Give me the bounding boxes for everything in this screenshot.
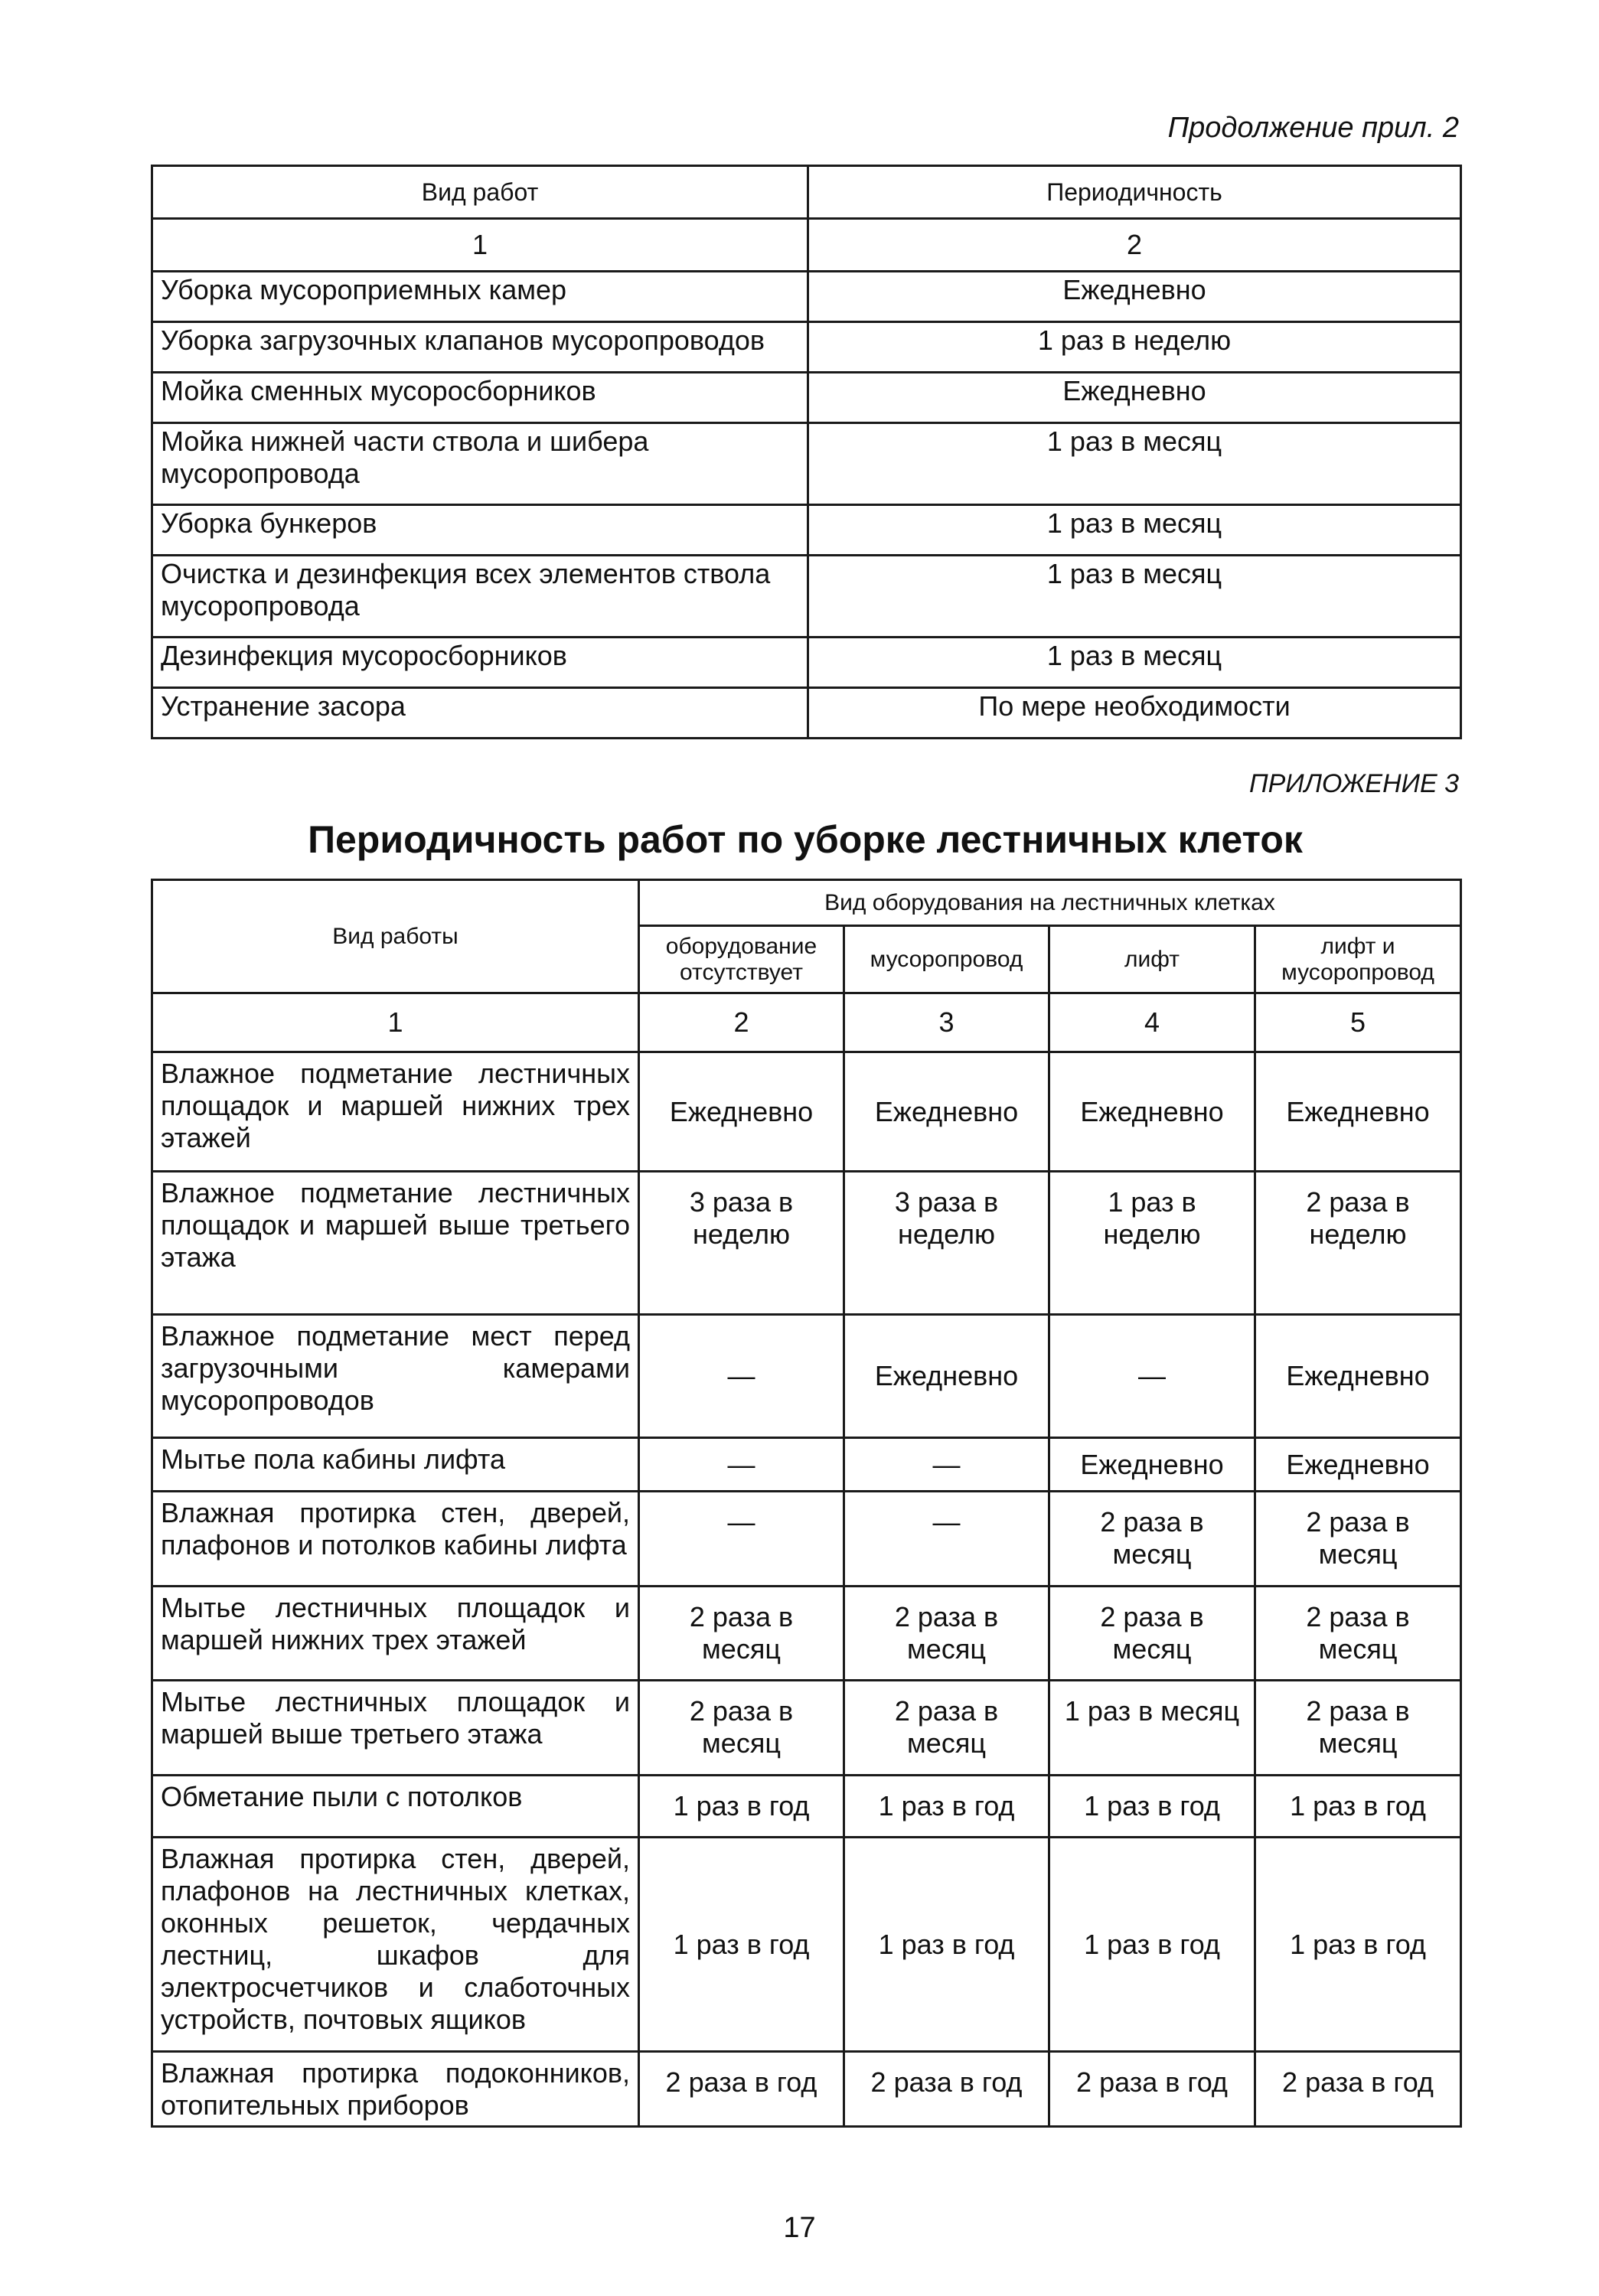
value-cell: Ежедневно xyxy=(844,1052,1049,1172)
table-row xyxy=(152,322,1461,373)
work-cell: Влажное подметание мест перед загрузочными камерами мусоропроводов xyxy=(152,1315,639,1438)
work-cell: Мойка сменных мусоросборников xyxy=(152,373,808,423)
value-cell: 2 раза в год xyxy=(1049,2052,1255,2127)
work-cell: Влажная протирка стен, дверей, плафонов и потолков кабины лифта xyxy=(152,1492,639,1587)
value-cell: 2 раза в месяц xyxy=(844,1681,1049,1776)
work-cell: Уборка бункеров xyxy=(152,505,808,556)
value-cell: — xyxy=(639,1492,844,1587)
period-cell: 1 раз в месяц xyxy=(808,423,1461,505)
value-cell: 1 раз в год xyxy=(1255,1838,1461,2052)
work-type-header: Вид работы xyxy=(152,880,639,993)
value-cell: 1 раз в год xyxy=(844,1838,1049,2052)
table-row xyxy=(152,505,1461,556)
column-number: 3 xyxy=(844,993,1049,1052)
value-cell: — xyxy=(639,1438,844,1492)
value-cell: Ежедневно xyxy=(1255,1052,1461,1172)
value-cell: Ежедневно xyxy=(844,1315,1049,1438)
value-cell: 2 раза в месяц xyxy=(639,1587,844,1681)
work-cell: Мытье лестничных площадок и маршей выше третьего этажа xyxy=(152,1681,639,1776)
value-cell: 1 раз в год xyxy=(639,1838,844,2052)
period-cell: 1 раз в месяц xyxy=(808,556,1461,638)
value-cell: 2 раза в год xyxy=(1255,2052,1461,2127)
work-cell: Мытье пола кабины лифта xyxy=(152,1438,639,1492)
value-cell: 2 раза в месяц xyxy=(1049,1587,1255,1681)
column-number: 2 xyxy=(639,993,844,1052)
equipment-header-chute: мусоропровод xyxy=(844,926,1049,993)
continuation-note: Продолжение прил. 2 xyxy=(1167,112,1459,144)
value-cell: 2 раза в год xyxy=(639,2052,844,2127)
periodicity-header: Периодичность xyxy=(808,166,1461,219)
staircase-cleaning-table xyxy=(151,879,1462,2128)
column-number: 1 xyxy=(152,993,639,1052)
table-row xyxy=(152,1492,1461,1587)
value-cell: Ежедневно xyxy=(1049,1052,1255,1172)
page-title: Периодичность работ по уборке лестничных клеток xyxy=(308,818,1303,861)
column-number: 5 xyxy=(1255,993,1461,1052)
column-number: 1 xyxy=(152,219,808,272)
value-cell: 1 раз в год xyxy=(639,1776,844,1838)
value-cell: 2 раза в месяц xyxy=(844,1587,1049,1681)
table-row xyxy=(152,1438,1461,1492)
value-cell: 3 раза в неделю xyxy=(844,1172,1049,1315)
value-cell: 2 раза в месяц xyxy=(1255,1492,1461,1587)
work-cell: Уборка мусороприемных камер xyxy=(152,272,808,322)
work-cell: Уборка загрузочных клапанов мусоропроводов xyxy=(152,322,808,373)
table-row xyxy=(152,1838,1461,2052)
work-cell: Влажная протирка подоконников, отопительных приборов xyxy=(152,2052,639,2127)
value-cell: 2 раза в месяц xyxy=(1049,1492,1255,1587)
work-cell: Влажное подметание лестничных площадок и маршей выше третьего этажа xyxy=(152,1172,639,1315)
work-cell: Обметание пыли с потолков xyxy=(152,1776,639,1838)
value-cell: Ежедневно xyxy=(639,1052,844,1172)
value-cell: 2 раза в месяц xyxy=(639,1681,844,1776)
value-cell: — xyxy=(1049,1315,1255,1438)
period-cell: 1 раз в месяц xyxy=(808,505,1461,556)
table-row xyxy=(152,1681,1461,1776)
work-cell: Влажное подметание лестничных площадок и маршей нижних трех этажей xyxy=(152,1052,639,1172)
value-cell: 2 раза в год xyxy=(844,2052,1049,2127)
value-cell: Ежедневно xyxy=(1255,1315,1461,1438)
value-cell: 3 раза в неделю xyxy=(639,1172,844,1315)
table-row xyxy=(152,373,1461,423)
table-row xyxy=(152,688,1461,739)
value-cell: 1 раз в год xyxy=(1255,1776,1461,1838)
equipment-group-header: Вид оборудования на лестничных клетках xyxy=(639,880,1461,926)
value-cell: 1 раз в неделю xyxy=(1049,1172,1255,1315)
work-cell: Мытье лестничных площадок и маршей нижних трех этажей xyxy=(152,1587,639,1681)
value-cell: 1 раз в месяц xyxy=(1049,1681,1255,1776)
table-row xyxy=(152,1776,1461,1838)
equipment-header-lift-chute: лифт и мусоропровод xyxy=(1255,926,1461,993)
table-row xyxy=(152,1587,1461,1681)
column-number: 2 xyxy=(808,219,1461,272)
period-cell: По мере необходимости xyxy=(808,688,1461,739)
table-row xyxy=(152,423,1461,505)
period-cell: 1 раз в неделю xyxy=(808,322,1461,373)
table-row xyxy=(152,1172,1461,1315)
work-cell: Дезинфекция мусоросборников xyxy=(152,638,808,688)
value-cell: 2 раза в месяц xyxy=(1255,1587,1461,1681)
equipment-header-none: оборудование отсутствует xyxy=(639,926,844,993)
value-cell: — xyxy=(639,1315,844,1438)
work-cell: Мойка нижней части ствола и шибера мусоропровода xyxy=(152,423,808,505)
table-row xyxy=(152,556,1461,638)
value-cell: Ежедневно xyxy=(1255,1438,1461,1492)
value-cell: — xyxy=(844,1492,1049,1587)
period-cell: 1 раз в месяц xyxy=(808,638,1461,688)
value-cell: 1 раз в год xyxy=(1049,1838,1255,2052)
appendix-label: ПРИЛОЖЕНИЕ 3 xyxy=(1248,769,1459,798)
table-row xyxy=(152,1052,1461,1172)
value-cell: 1 раз в год xyxy=(844,1776,1049,1838)
value-cell: Ежедневно xyxy=(1049,1438,1255,1492)
table-row xyxy=(152,272,1461,322)
value-cell: 2 раза в неделю xyxy=(1255,1172,1461,1315)
work-cell: Устранение засора xyxy=(152,688,808,739)
work-cell: Очистка и дезинфекция всех элементов ствола мусоропровода xyxy=(152,556,808,638)
value-cell: — xyxy=(844,1438,1049,1492)
period-cell: Ежедневно xyxy=(808,373,1461,423)
table-row xyxy=(152,2052,1461,2127)
table-row xyxy=(152,1315,1461,1438)
work-cell: Влажная протирка стен, дверей, плафонов на лестничных клетках, оконных решеток, чердачных лестниц, шкафов для электросчетчиков и слаботочных устройств, почтовых ящиков xyxy=(152,1838,639,2052)
column-number: 4 xyxy=(1049,993,1255,1052)
period-cell: Ежедневно xyxy=(808,272,1461,322)
table-row xyxy=(152,638,1461,688)
equipment-header-lift: лифт xyxy=(1049,926,1255,993)
work-type-header: Вид работ xyxy=(152,166,808,219)
value-cell: 2 раза в месяц xyxy=(1255,1681,1461,1776)
garbage-chute-table xyxy=(151,165,1462,739)
value-cell: 1 раз в год xyxy=(1049,1776,1255,1838)
page-number: 17 xyxy=(783,2212,816,2244)
